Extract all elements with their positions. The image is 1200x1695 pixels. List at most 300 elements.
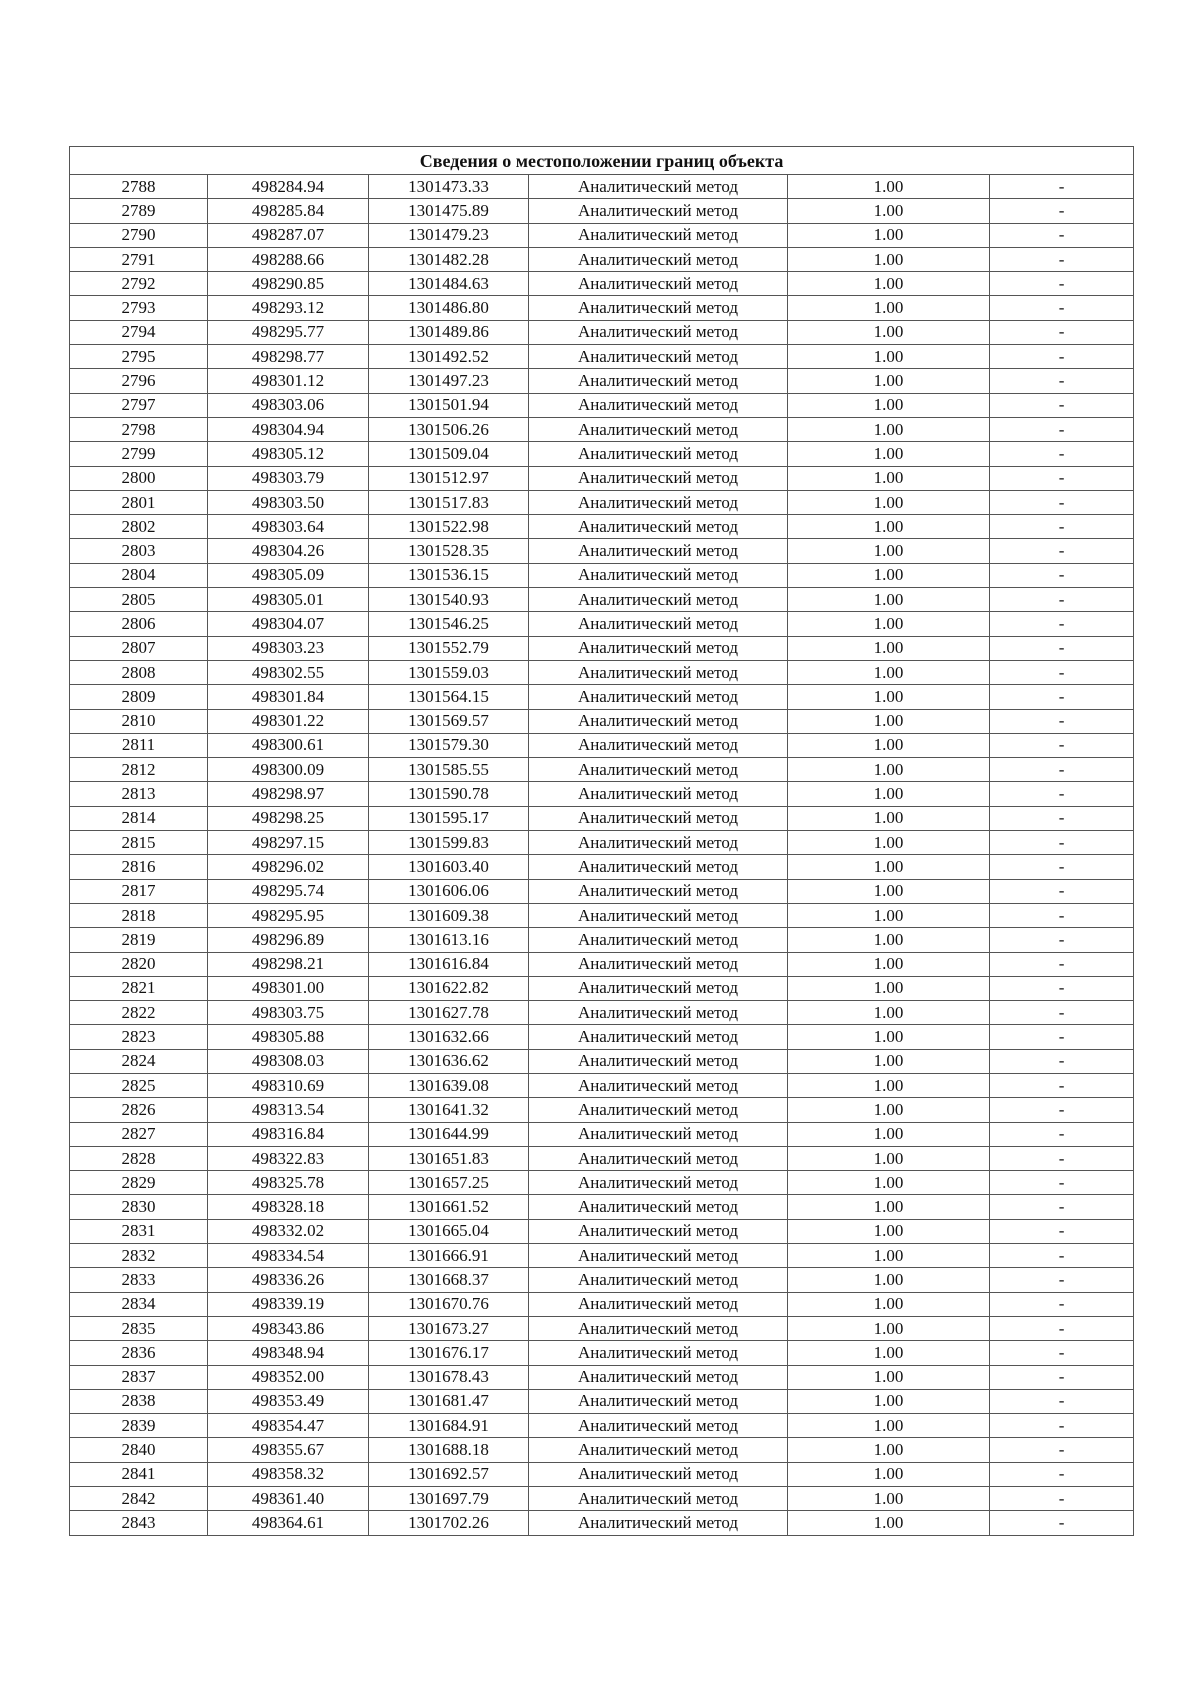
point-number-cell: 2817 xyxy=(70,879,208,903)
description-cell: - xyxy=(990,636,1134,660)
table-row xyxy=(70,442,1134,466)
table-row xyxy=(70,1171,1134,1195)
table-body xyxy=(70,175,1134,1536)
description-cell: - xyxy=(990,1219,1134,1243)
point-number-cell: 2788 xyxy=(70,175,208,199)
y-coordinate-cell: 1301475.89 xyxy=(369,199,529,223)
point-number-cell: 2833 xyxy=(70,1268,208,1292)
table-row xyxy=(70,1292,1134,1316)
accuracy-cell: 1.00 xyxy=(788,247,990,271)
table-row xyxy=(70,199,1134,223)
description-cell: - xyxy=(990,442,1134,466)
y-coordinate-cell: 1301489.86 xyxy=(369,320,529,344)
accuracy-cell: 1.00 xyxy=(788,1049,990,1073)
accuracy-cell: 1.00 xyxy=(788,345,990,369)
point-number-cell: 2822 xyxy=(70,1001,208,1025)
point-number-cell: 2823 xyxy=(70,1025,208,1049)
boundary-coordinates-table xyxy=(69,146,1134,1536)
description-cell: - xyxy=(990,1316,1134,1340)
description-cell: - xyxy=(990,515,1134,539)
method-cell: Аналитический метод xyxy=(529,1219,788,1243)
point-number-cell: 2814 xyxy=(70,806,208,830)
point-number-cell: 2836 xyxy=(70,1341,208,1365)
y-coordinate-cell: 1301536.15 xyxy=(369,563,529,587)
x-coordinate-cell: 498358.32 xyxy=(208,1462,369,1486)
accuracy-cell: 1.00 xyxy=(788,782,990,806)
point-number-cell: 2824 xyxy=(70,1049,208,1073)
point-number-cell: 2805 xyxy=(70,588,208,612)
y-coordinate-cell: 1301668.37 xyxy=(369,1268,529,1292)
point-number-cell: 2815 xyxy=(70,831,208,855)
x-coordinate-cell: 498295.74 xyxy=(208,879,369,903)
method-cell: Аналитический метод xyxy=(529,1462,788,1486)
point-number-cell: 2812 xyxy=(70,758,208,782)
description-cell: - xyxy=(990,879,1134,903)
y-coordinate-cell: 1301569.57 xyxy=(369,709,529,733)
y-coordinate-cell: 1301702.26 xyxy=(369,1511,529,1535)
method-cell: Аналитический метод xyxy=(529,1098,788,1122)
point-number-cell: 2832 xyxy=(70,1244,208,1268)
point-number-cell: 2829 xyxy=(70,1171,208,1195)
description-cell: - xyxy=(990,1122,1134,1146)
accuracy-cell: 1.00 xyxy=(788,1389,990,1413)
method-cell: Аналитический метод xyxy=(529,296,788,320)
x-coordinate-cell: 498305.12 xyxy=(208,442,369,466)
accuracy-cell: 1.00 xyxy=(788,855,990,879)
method-cell: Аналитический метод xyxy=(529,272,788,296)
method-cell: Аналитический метод xyxy=(529,247,788,271)
accuracy-cell: 1.00 xyxy=(788,417,990,441)
point-number-cell: 2816 xyxy=(70,855,208,879)
y-coordinate-cell: 1301585.55 xyxy=(369,758,529,782)
description-cell: - xyxy=(990,466,1134,490)
x-coordinate-cell: 498308.03 xyxy=(208,1049,369,1073)
x-coordinate-cell: 498304.26 xyxy=(208,539,369,563)
point-number-cell: 2793 xyxy=(70,296,208,320)
accuracy-cell: 1.00 xyxy=(788,1244,990,1268)
table-row xyxy=(70,758,1134,782)
description-cell: - xyxy=(990,369,1134,393)
y-coordinate-cell: 1301590.78 xyxy=(369,782,529,806)
description-cell: - xyxy=(990,1171,1134,1195)
description-cell: - xyxy=(990,563,1134,587)
x-coordinate-cell: 498295.77 xyxy=(208,320,369,344)
point-number-cell: 2802 xyxy=(70,515,208,539)
method-cell: Аналитический метод xyxy=(529,1244,788,1268)
point-number-cell: 2826 xyxy=(70,1098,208,1122)
method-cell: Аналитический метод xyxy=(529,442,788,466)
method-cell: Аналитический метод xyxy=(529,345,788,369)
y-coordinate-cell: 1301606.06 xyxy=(369,879,529,903)
point-number-cell: 2843 xyxy=(70,1511,208,1535)
y-coordinate-cell: 1301670.76 xyxy=(369,1292,529,1316)
accuracy-cell: 1.00 xyxy=(788,952,990,976)
accuracy-cell: 1.00 xyxy=(788,831,990,855)
accuracy-cell: 1.00 xyxy=(788,733,990,757)
accuracy-cell: 1.00 xyxy=(788,588,990,612)
method-cell: Аналитический метод xyxy=(529,466,788,490)
method-cell: Аналитический метод xyxy=(529,417,788,441)
description-cell: - xyxy=(990,831,1134,855)
accuracy-cell: 1.00 xyxy=(788,1025,990,1049)
table-row xyxy=(70,1462,1134,1486)
accuracy-cell: 1.00 xyxy=(788,709,990,733)
y-coordinate-cell: 1301676.17 xyxy=(369,1341,529,1365)
description-cell: - xyxy=(990,199,1134,223)
point-number-cell: 2840 xyxy=(70,1438,208,1462)
method-cell: Аналитический метод xyxy=(529,393,788,417)
table-row xyxy=(70,296,1134,320)
y-coordinate-cell: 1301644.99 xyxy=(369,1122,529,1146)
point-number-cell: 2799 xyxy=(70,442,208,466)
description-cell: - xyxy=(990,345,1134,369)
x-coordinate-cell: 498301.84 xyxy=(208,685,369,709)
accuracy-cell: 1.00 xyxy=(788,442,990,466)
point-number-cell: 2795 xyxy=(70,345,208,369)
x-coordinate-cell: 498355.67 xyxy=(208,1438,369,1462)
point-number-cell: 2818 xyxy=(70,903,208,927)
x-coordinate-cell: 498296.02 xyxy=(208,855,369,879)
y-coordinate-cell: 1301697.79 xyxy=(369,1487,529,1511)
method-cell: Аналитический метод xyxy=(529,320,788,344)
table-row xyxy=(70,223,1134,247)
point-number-cell: 2835 xyxy=(70,1316,208,1340)
accuracy-cell: 1.00 xyxy=(788,175,990,199)
description-cell: - xyxy=(990,1487,1134,1511)
description-cell: - xyxy=(990,417,1134,441)
accuracy-cell: 1.00 xyxy=(788,1316,990,1340)
table-title: Сведения о местоположении границ объекта xyxy=(70,147,1134,175)
table-row xyxy=(70,1487,1134,1511)
x-coordinate-cell: 498316.84 xyxy=(208,1122,369,1146)
y-coordinate-cell: 1301564.15 xyxy=(369,685,529,709)
method-cell: Аналитический метод xyxy=(529,1073,788,1097)
y-coordinate-cell: 1301522.98 xyxy=(369,515,529,539)
point-number-cell: 2811 xyxy=(70,733,208,757)
point-number-cell: 2813 xyxy=(70,782,208,806)
description-cell: - xyxy=(990,685,1134,709)
method-cell: Аналитический метод xyxy=(529,612,788,636)
description-cell: - xyxy=(990,1098,1134,1122)
description-cell: - xyxy=(990,1438,1134,1462)
description-cell: - xyxy=(990,758,1134,782)
table-row xyxy=(70,782,1134,806)
accuracy-cell: 1.00 xyxy=(788,1365,990,1389)
y-coordinate-cell: 1301506.26 xyxy=(369,417,529,441)
table-row xyxy=(70,733,1134,757)
description-cell: - xyxy=(990,782,1134,806)
method-cell: Аналитический метод xyxy=(529,1487,788,1511)
point-number-cell: 2798 xyxy=(70,417,208,441)
point-number-cell: 2807 xyxy=(70,636,208,660)
x-coordinate-cell: 498284.94 xyxy=(208,175,369,199)
accuracy-cell: 1.00 xyxy=(788,320,990,344)
table-row xyxy=(70,1268,1134,1292)
method-cell: Аналитический метод xyxy=(529,1122,788,1146)
x-coordinate-cell: 498303.75 xyxy=(208,1001,369,1025)
table-row xyxy=(70,831,1134,855)
description-cell: - xyxy=(990,1146,1134,1170)
y-coordinate-cell: 1301657.25 xyxy=(369,1171,529,1195)
method-cell: Аналитический метод xyxy=(529,1025,788,1049)
description-cell: - xyxy=(990,1462,1134,1486)
y-coordinate-cell: 1301517.83 xyxy=(369,490,529,514)
x-coordinate-cell: 498285.84 xyxy=(208,199,369,223)
accuracy-cell: 1.00 xyxy=(788,685,990,709)
x-coordinate-cell: 498296.89 xyxy=(208,928,369,952)
table-title-row xyxy=(70,147,1134,175)
table-row xyxy=(70,1219,1134,1243)
table-row xyxy=(70,1122,1134,1146)
y-coordinate-cell: 1301622.82 xyxy=(369,976,529,1000)
table-row xyxy=(70,855,1134,879)
table-row xyxy=(70,660,1134,684)
x-coordinate-cell: 498361.40 xyxy=(208,1487,369,1511)
x-coordinate-cell: 498332.02 xyxy=(208,1219,369,1243)
method-cell: Аналитический метод xyxy=(529,175,788,199)
x-coordinate-cell: 498290.85 xyxy=(208,272,369,296)
accuracy-cell: 1.00 xyxy=(788,879,990,903)
description-cell: - xyxy=(990,539,1134,563)
table-row xyxy=(70,1316,1134,1340)
description-cell: - xyxy=(990,320,1134,344)
table-row xyxy=(70,1073,1134,1097)
x-coordinate-cell: 498303.50 xyxy=(208,490,369,514)
x-coordinate-cell: 498300.61 xyxy=(208,733,369,757)
x-coordinate-cell: 498364.61 xyxy=(208,1511,369,1535)
y-coordinate-cell: 1301692.57 xyxy=(369,1462,529,1486)
description-cell: - xyxy=(990,588,1134,612)
x-coordinate-cell: 498288.66 xyxy=(208,247,369,271)
method-cell: Аналитический метод xyxy=(529,660,788,684)
method-cell: Аналитический метод xyxy=(529,539,788,563)
x-coordinate-cell: 498302.55 xyxy=(208,660,369,684)
x-coordinate-cell: 498301.22 xyxy=(208,709,369,733)
point-number-cell: 2808 xyxy=(70,660,208,684)
method-cell: Аналитический метод xyxy=(529,369,788,393)
table-row xyxy=(70,1438,1134,1462)
accuracy-cell: 1.00 xyxy=(788,636,990,660)
accuracy-cell: 1.00 xyxy=(788,199,990,223)
table-row xyxy=(70,490,1134,514)
method-cell: Аналитический метод xyxy=(529,1511,788,1535)
table-row xyxy=(70,806,1134,830)
point-number-cell: 2830 xyxy=(70,1195,208,1219)
point-number-cell: 2801 xyxy=(70,490,208,514)
accuracy-cell: 1.00 xyxy=(788,1487,990,1511)
method-cell: Аналитический метод xyxy=(529,928,788,952)
x-coordinate-cell: 498295.95 xyxy=(208,903,369,927)
y-coordinate-cell: 1301479.23 xyxy=(369,223,529,247)
table-row xyxy=(70,345,1134,369)
y-coordinate-cell: 1301473.33 xyxy=(369,175,529,199)
method-cell: Аналитический метод xyxy=(529,1414,788,1438)
method-cell: Аналитический метод xyxy=(529,1365,788,1389)
y-coordinate-cell: 1301579.30 xyxy=(369,733,529,757)
table-row xyxy=(70,1001,1134,1025)
accuracy-cell: 1.00 xyxy=(788,272,990,296)
point-number-cell: 2790 xyxy=(70,223,208,247)
accuracy-cell: 1.00 xyxy=(788,1171,990,1195)
method-cell: Аналитический метод xyxy=(529,1195,788,1219)
accuracy-cell: 1.00 xyxy=(788,976,990,1000)
method-cell: Аналитический метод xyxy=(529,758,788,782)
accuracy-cell: 1.00 xyxy=(788,1122,990,1146)
accuracy-cell: 1.00 xyxy=(788,515,990,539)
accuracy-cell: 1.00 xyxy=(788,1219,990,1243)
method-cell: Аналитический метод xyxy=(529,733,788,757)
y-coordinate-cell: 1301661.52 xyxy=(369,1195,529,1219)
table-row xyxy=(70,636,1134,660)
x-coordinate-cell: 498352.00 xyxy=(208,1365,369,1389)
accuracy-cell: 1.00 xyxy=(788,1438,990,1462)
table-row xyxy=(70,369,1134,393)
x-coordinate-cell: 498305.01 xyxy=(208,588,369,612)
table-row xyxy=(70,1146,1134,1170)
method-cell: Аналитический метод xyxy=(529,1049,788,1073)
description-cell: - xyxy=(990,1195,1134,1219)
table-row xyxy=(70,175,1134,199)
method-cell: Аналитический метод xyxy=(529,1001,788,1025)
description-cell: - xyxy=(990,272,1134,296)
description-cell: - xyxy=(990,855,1134,879)
table-row xyxy=(70,928,1134,952)
method-cell: Аналитический метод xyxy=(529,855,788,879)
point-number-cell: 2791 xyxy=(70,247,208,271)
x-coordinate-cell: 498303.23 xyxy=(208,636,369,660)
accuracy-cell: 1.00 xyxy=(788,539,990,563)
y-coordinate-cell: 1301484.63 xyxy=(369,272,529,296)
point-number-cell: 2839 xyxy=(70,1414,208,1438)
accuracy-cell: 1.00 xyxy=(788,1414,990,1438)
method-cell: Аналитический метод xyxy=(529,636,788,660)
point-number-cell: 2841 xyxy=(70,1462,208,1486)
method-cell: Аналитический метод xyxy=(529,1389,788,1413)
description-cell: - xyxy=(990,247,1134,271)
table-row xyxy=(70,1025,1134,1049)
accuracy-cell: 1.00 xyxy=(788,1341,990,1365)
accuracy-cell: 1.00 xyxy=(788,1511,990,1535)
point-number-cell: 2792 xyxy=(70,272,208,296)
accuracy-cell: 1.00 xyxy=(788,296,990,320)
accuracy-cell: 1.00 xyxy=(788,758,990,782)
table-row xyxy=(70,1365,1134,1389)
accuracy-cell: 1.00 xyxy=(788,466,990,490)
point-number-cell: 2837 xyxy=(70,1365,208,1389)
method-cell: Аналитический метод xyxy=(529,1146,788,1170)
accuracy-cell: 1.00 xyxy=(788,1146,990,1170)
method-cell: Аналитический метод xyxy=(529,1171,788,1195)
method-cell: Аналитический метод xyxy=(529,806,788,830)
y-coordinate-cell: 1301639.08 xyxy=(369,1073,529,1097)
table-row xyxy=(70,320,1134,344)
y-coordinate-cell: 1301673.27 xyxy=(369,1316,529,1340)
x-coordinate-cell: 498334.54 xyxy=(208,1244,369,1268)
method-cell: Аналитический метод xyxy=(529,1341,788,1365)
x-coordinate-cell: 498287.07 xyxy=(208,223,369,247)
y-coordinate-cell: 1301613.16 xyxy=(369,928,529,952)
description-cell: - xyxy=(990,1511,1134,1535)
y-coordinate-cell: 1301595.17 xyxy=(369,806,529,830)
accuracy-cell: 1.00 xyxy=(788,1073,990,1097)
method-cell: Аналитический метод xyxy=(529,1438,788,1462)
point-number-cell: 2838 xyxy=(70,1389,208,1413)
y-coordinate-cell: 1301665.04 xyxy=(369,1219,529,1243)
table-row xyxy=(70,1098,1134,1122)
y-coordinate-cell: 1301552.79 xyxy=(369,636,529,660)
table-row xyxy=(70,1049,1134,1073)
method-cell: Аналитический метод xyxy=(529,515,788,539)
description-cell: - xyxy=(990,952,1134,976)
point-number-cell: 2831 xyxy=(70,1219,208,1243)
y-coordinate-cell: 1301501.94 xyxy=(369,393,529,417)
method-cell: Аналитический метод xyxy=(529,879,788,903)
y-coordinate-cell: 1301492.52 xyxy=(369,345,529,369)
x-coordinate-cell: 498303.79 xyxy=(208,466,369,490)
x-coordinate-cell: 498293.12 xyxy=(208,296,369,320)
description-cell: - xyxy=(990,1341,1134,1365)
x-coordinate-cell: 498301.12 xyxy=(208,369,369,393)
x-coordinate-cell: 498303.64 xyxy=(208,515,369,539)
description-cell: - xyxy=(990,1414,1134,1438)
accuracy-cell: 1.00 xyxy=(788,1462,990,1486)
point-number-cell: 2810 xyxy=(70,709,208,733)
accuracy-cell: 1.00 xyxy=(788,660,990,684)
table-row xyxy=(70,1414,1134,1438)
point-number-cell: 2803 xyxy=(70,539,208,563)
method-cell: Аналитический метод xyxy=(529,952,788,976)
table-row xyxy=(70,685,1134,709)
accuracy-cell: 1.00 xyxy=(788,1292,990,1316)
y-coordinate-cell: 1301603.40 xyxy=(369,855,529,879)
y-coordinate-cell: 1301512.97 xyxy=(369,466,529,490)
method-cell: Аналитический метод xyxy=(529,223,788,247)
table-row xyxy=(70,272,1134,296)
accuracy-cell: 1.00 xyxy=(788,1195,990,1219)
description-cell: - xyxy=(990,393,1134,417)
point-number-cell: 2789 xyxy=(70,199,208,223)
description-cell: - xyxy=(990,733,1134,757)
table-row xyxy=(70,515,1134,539)
x-coordinate-cell: 498298.25 xyxy=(208,806,369,830)
method-cell: Аналитический метод xyxy=(529,490,788,514)
point-number-cell: 2800 xyxy=(70,466,208,490)
y-coordinate-cell: 1301666.91 xyxy=(369,1244,529,1268)
y-coordinate-cell: 1301627.78 xyxy=(369,1001,529,1025)
y-coordinate-cell: 1301688.18 xyxy=(369,1438,529,1462)
method-cell: Аналитический метод xyxy=(529,1292,788,1316)
y-coordinate-cell: 1301540.93 xyxy=(369,588,529,612)
table-row xyxy=(70,563,1134,587)
description-cell: - xyxy=(990,1001,1134,1025)
point-number-cell: 2819 xyxy=(70,928,208,952)
description-cell: - xyxy=(990,1244,1134,1268)
x-coordinate-cell: 498325.78 xyxy=(208,1171,369,1195)
table-row xyxy=(70,903,1134,927)
method-cell: Аналитический метод xyxy=(529,903,788,927)
table-row xyxy=(70,1389,1134,1413)
description-cell: - xyxy=(990,903,1134,927)
y-coordinate-cell: 1301641.32 xyxy=(369,1098,529,1122)
y-coordinate-cell: 1301559.03 xyxy=(369,660,529,684)
y-coordinate-cell: 1301528.35 xyxy=(369,539,529,563)
accuracy-cell: 1.00 xyxy=(788,369,990,393)
point-number-cell: 2828 xyxy=(70,1146,208,1170)
table-row xyxy=(70,1244,1134,1268)
method-cell: Аналитический метод xyxy=(529,976,788,1000)
point-number-cell: 2821 xyxy=(70,976,208,1000)
x-coordinate-cell: 498305.88 xyxy=(208,1025,369,1049)
